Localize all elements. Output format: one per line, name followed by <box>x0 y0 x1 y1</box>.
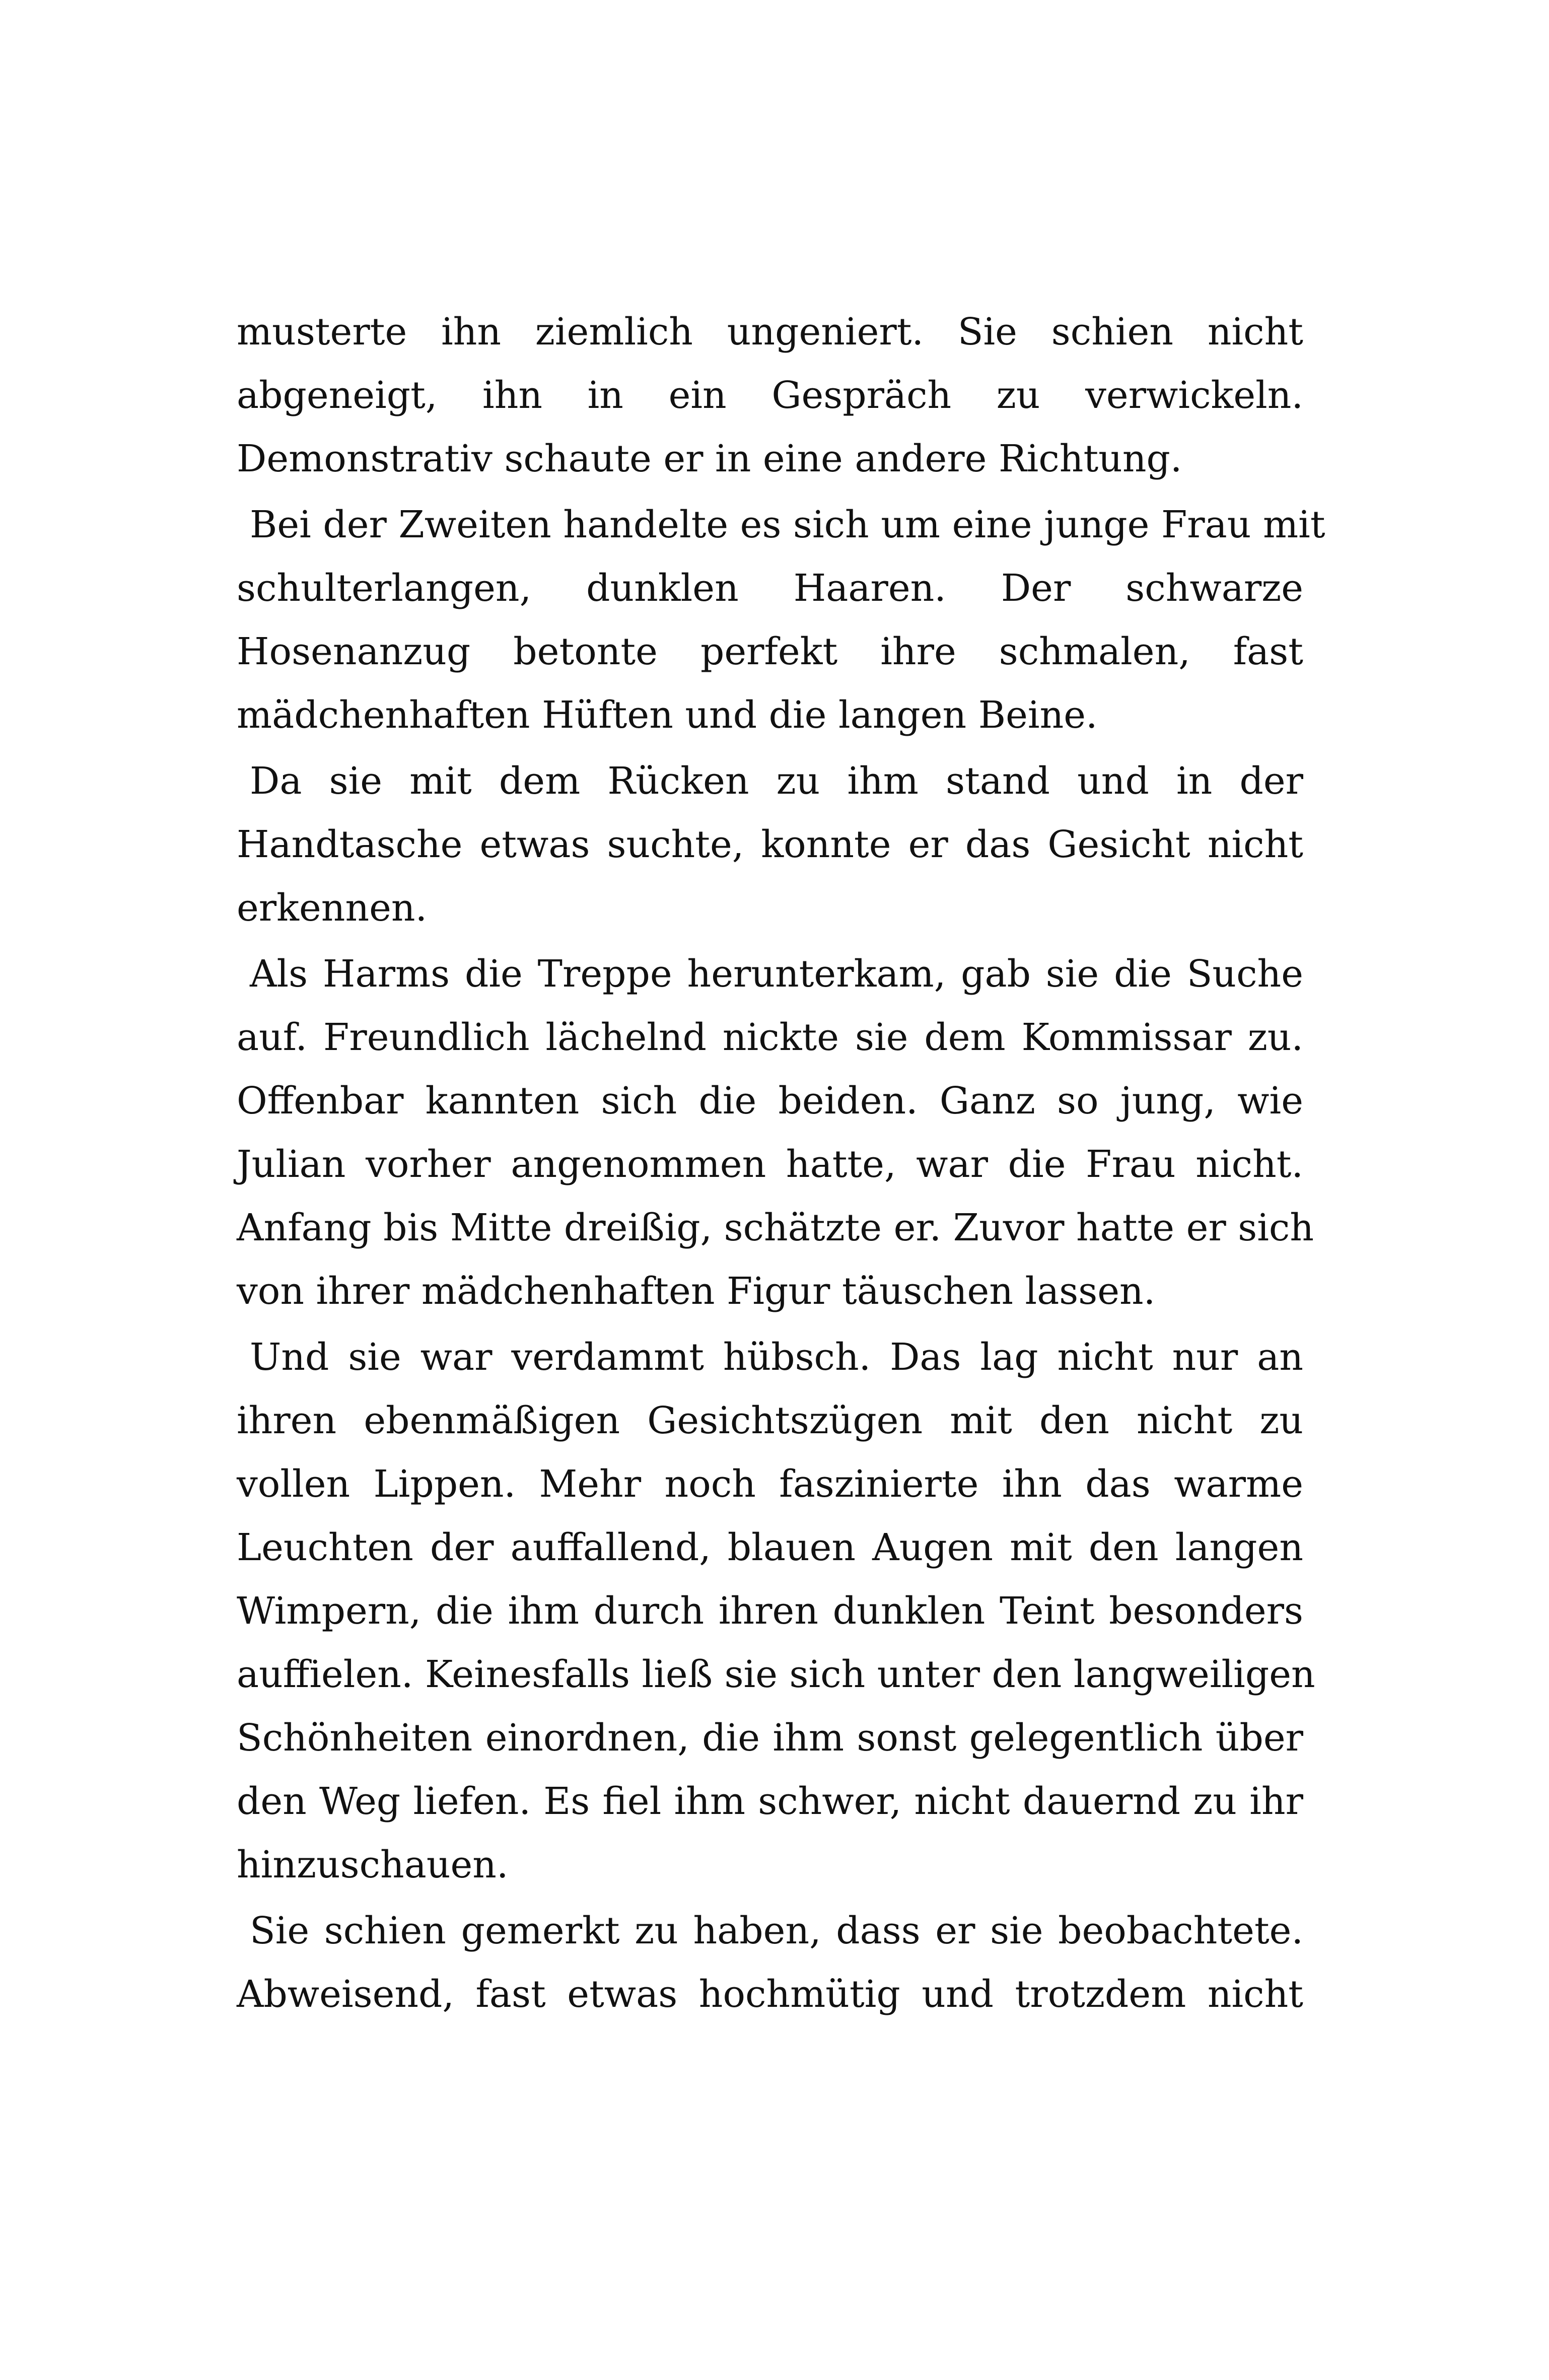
text-line: erkennen. <box>237 886 428 930</box>
paragraph-1 <box>237 300 1303 491</box>
paragraph-2 <box>237 493 1325 747</box>
text-line: Sie schien gemerkt zu haben, dass er sie beobachtete. <box>250 1909 1303 1952</box>
text-line: den Weg liefen. Es fiel ihm schwer, nicht dauernd zu ihr <box>237 1780 1303 1823</box>
text-line: schulterlangen, dunklen Haaren. Der schwarze <box>237 567 1303 610</box>
text-line: Abweisend, fast etwas hochmütig und trotzdem nicht <box>237 1973 1303 2016</box>
text-line: abgeneigt, ihn in ein Gespräch zu verwickeln. <box>237 374 1303 417</box>
text-line: Als Harms die Treppe herunterkam, gab sie die Suche <box>250 952 1303 996</box>
text-line: Und sie war verdammt hübsch. Das lag nicht nur an <box>250 1336 1303 1379</box>
paragraph-4 <box>237 942 1314 1323</box>
text-line: Offenbar kannten sich die beiden. Ganz so jung, wie <box>237 1079 1303 1123</box>
paragraph-5 <box>237 1325 1315 1897</box>
text-line: mädchenhaften Hüften und die langen Beine. <box>237 693 1098 737</box>
text-line: von ihrer mädchenhaften Figur täuschen lassen. <box>237 1270 1156 1313</box>
text-line: Leuchten der auffallend, blauen Augen mit den langen <box>237 1526 1303 1569</box>
body-text <box>237 300 1325 2028</box>
text-line: Da sie mit dem Rücken zu ihm stand und in der <box>250 759 1303 803</box>
text-line: Wimpern, die ihm durch ihren dunklen Teint besonders <box>237 1589 1303 1633</box>
text-line: Demonstrativ schaute er in eine andere Richtung. <box>237 437 1182 480</box>
text-line: Julian vorher angenommen hatte, war die Frau nicht. <box>237 1143 1303 1186</box>
paragraph-3 <box>237 749 1303 940</box>
text-line: Bei der Zweiten handelte es sich um eine junge Frau mit <box>250 503 1325 546</box>
text-line: musterte ihn ziemlich ungeniert. Sie schien nicht <box>237 310 1303 354</box>
paragraph-6 <box>237 1899 1303 2026</box>
text-line: Anfang bis Mitte dreißig, schätzte er. Zuvor hatte er sich <box>237 1206 1314 1249</box>
text-line: Hosenanzug betonte perfekt ihre schmalen, fast <box>237 630 1303 673</box>
text-line: Handtasche etwas suchte, konnte er das Gesicht nicht <box>237 823 1303 866</box>
text-line: Schönheiten einordnen, die ihm sonst gelegentlich über <box>237 1716 1303 1760</box>
text-line: auf. Freundlich lächelnd nickte sie dem Kommissar zu. <box>237 1016 1303 1059</box>
text-line: hinzuschauen. <box>237 1843 509 1886</box>
text-line: ihren ebenmäßigen Gesichtszügen mit den nicht zu <box>237 1399 1303 1442</box>
text-line: auffielen. Keinesfalls ließ sie sich unter den langweiligen <box>237 1653 1315 1696</box>
text-line: vollen Lippen. Mehr noch faszinierte ihn das warme <box>237 1462 1303 1506</box>
